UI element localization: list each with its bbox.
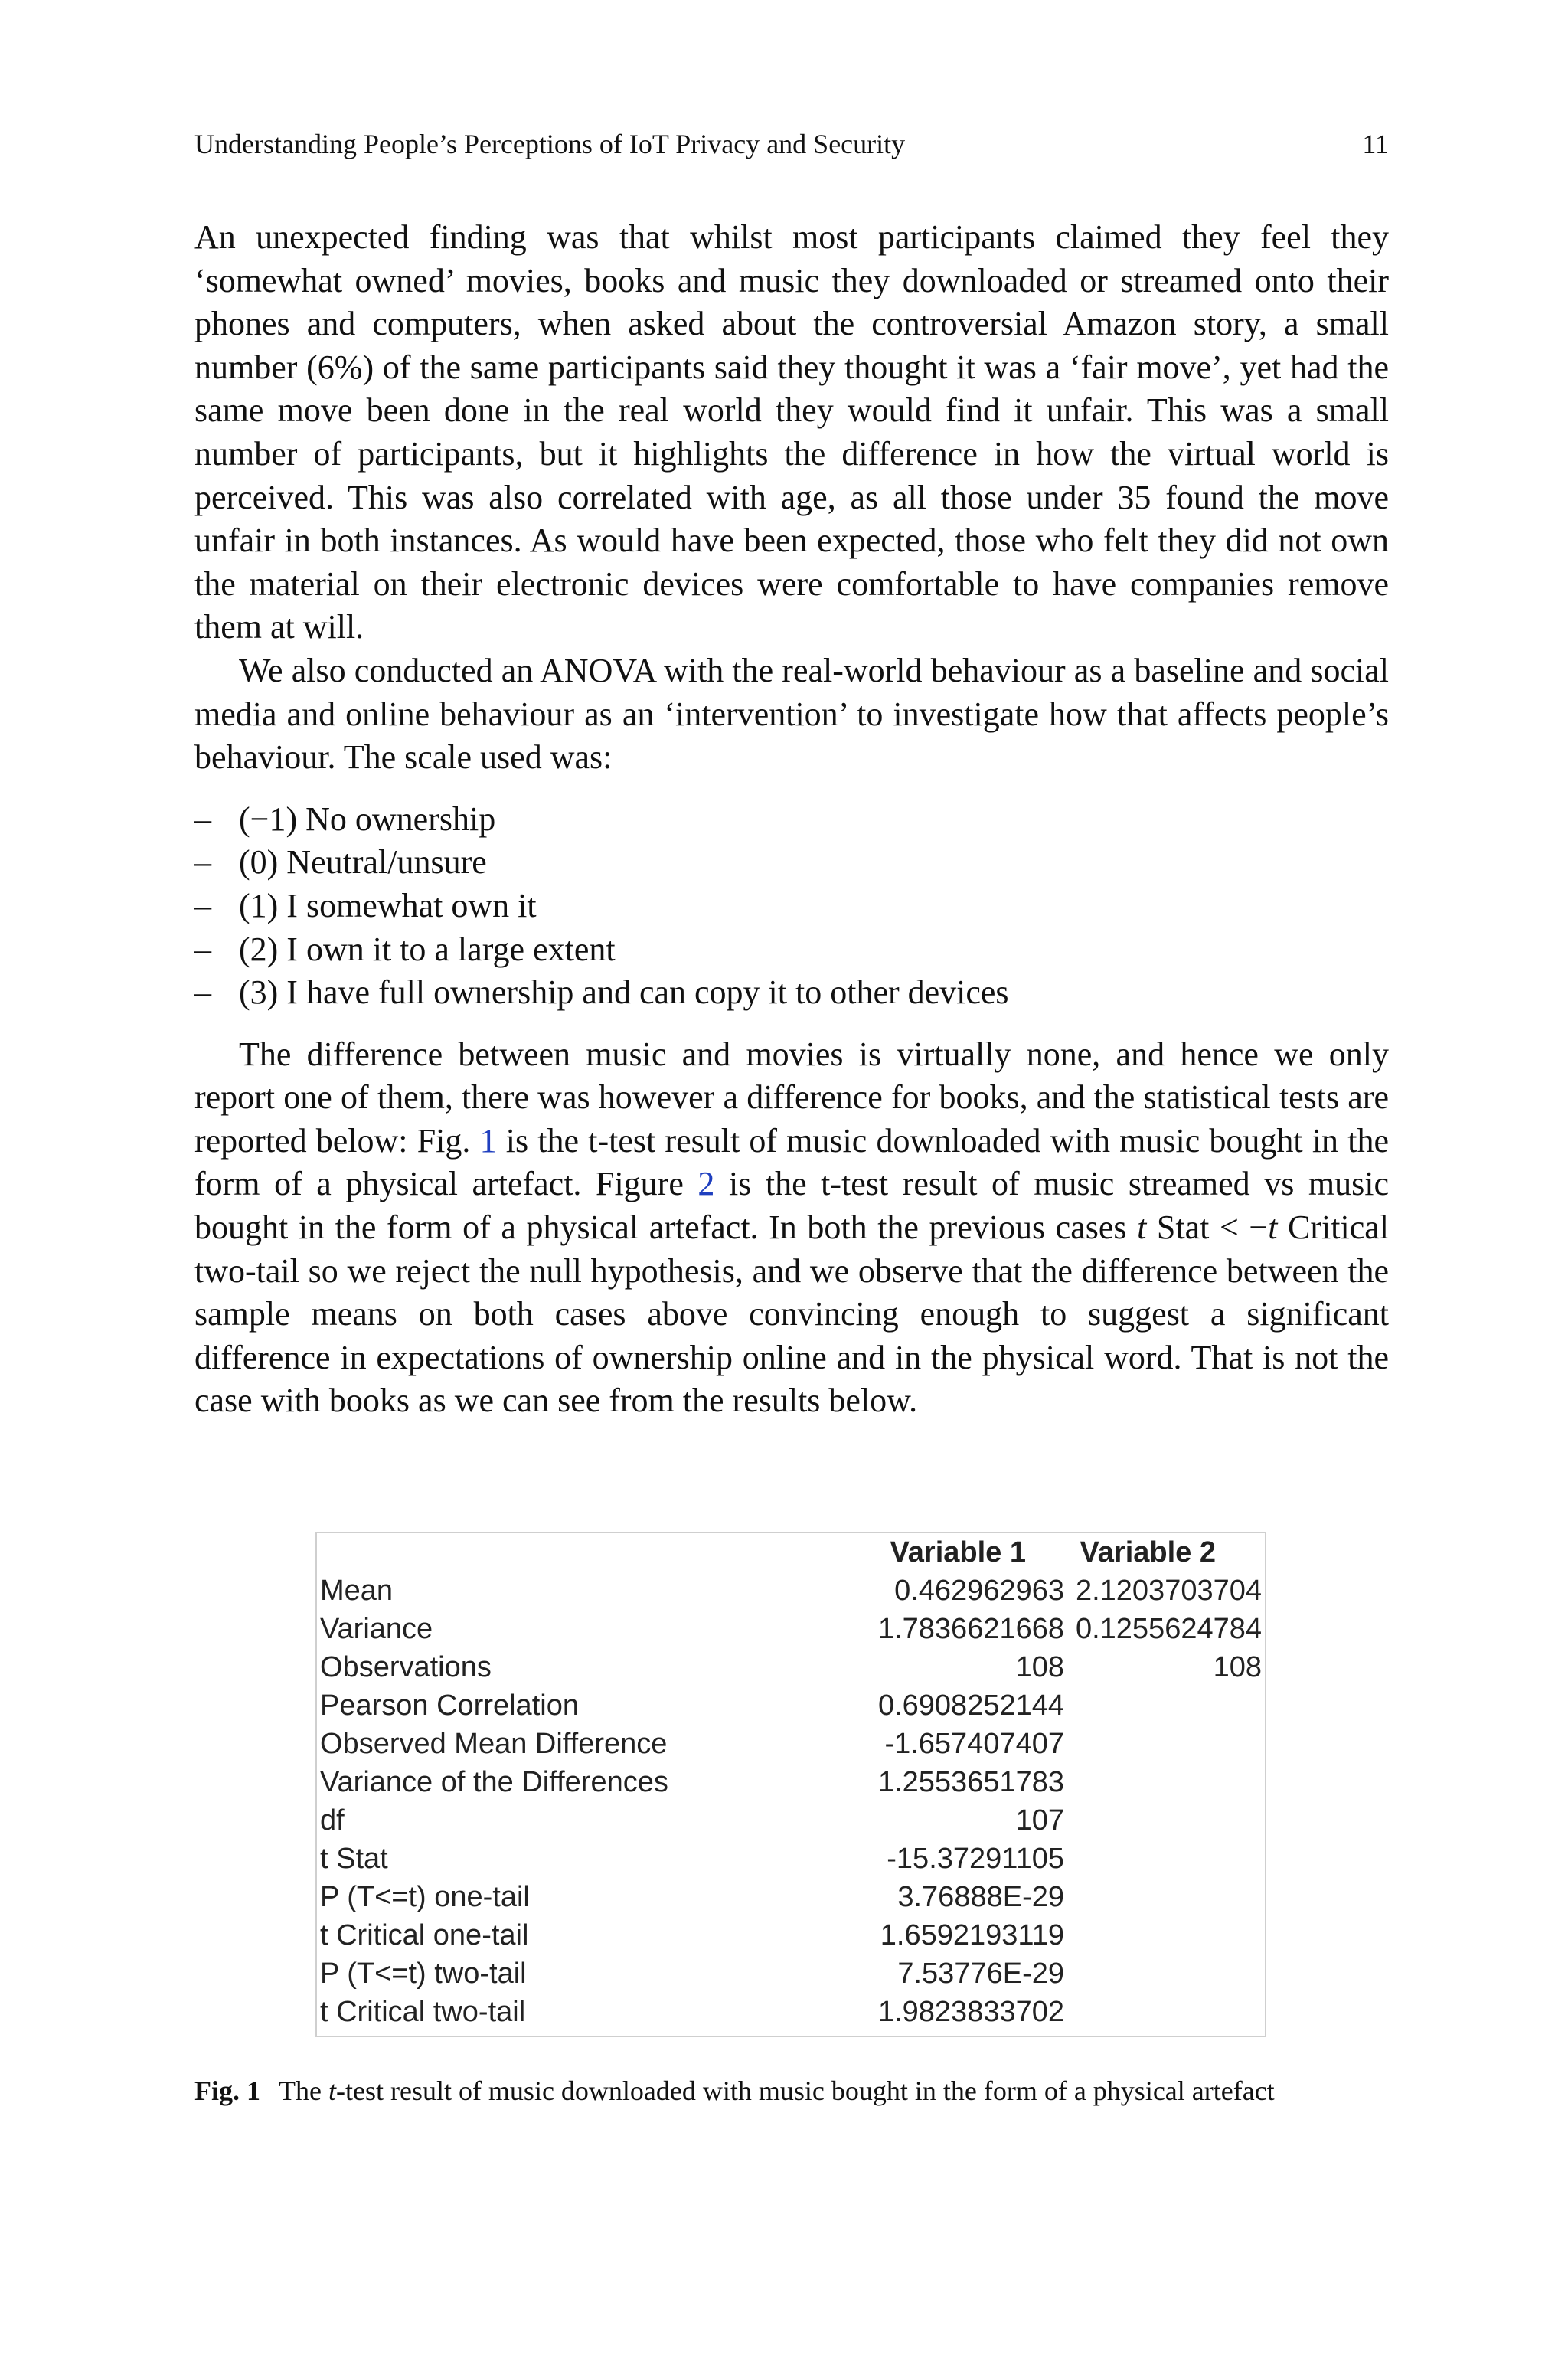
row-label: Variance xyxy=(320,1613,433,1645)
table-header-row xyxy=(317,1533,1265,1572)
row-label: Observed Mean Difference xyxy=(320,1728,668,1760)
paragraph-results xyxy=(194,1033,1389,1423)
row-label: Pearson Correlation xyxy=(320,1689,579,1722)
value-variable-1: -15.37291105 xyxy=(887,1843,1064,1875)
paragraph-anova: We also conducted an ANOVA with the real-world behaviour as a baseline and social media and online behaviour as an ‘intervention’ to investigate how that affects people’s behaviour. The scale used was: xyxy=(194,651,1389,777)
value-variable-1: 7.53776E-29 xyxy=(897,1958,1064,1990)
text-run: is the t-test result of music downloaded with music bought in the form of a physical artefact. Figure xyxy=(194,1121,1389,1203)
ownership-scale-list xyxy=(194,798,1389,1015)
scale-item xyxy=(194,798,1389,842)
value-variable-1: 1.9823833702 xyxy=(877,1996,1064,2028)
figure-label: Fig. 1 xyxy=(194,2075,260,2106)
caption-italic-t: t xyxy=(328,2075,336,2106)
text-run: is the t-test result of music streamed vs music bought in the form of a physical artefact. In both the previous cases xyxy=(194,1165,1389,1247)
row-label: P (T<=t) two-tail xyxy=(320,1958,527,1990)
table-row xyxy=(317,1993,1265,2031)
row-label: df xyxy=(320,1804,345,1837)
text-run: The difference between music and movies is virtually none, and hence we only report one of them, there was however a difference for books, and the statistical tests are reported below: Fig. xyxy=(194,1035,1389,1160)
body-text xyxy=(194,216,1389,1423)
text-run: Critical two-tail so we reject the null hypothesis, and we observe that the difference between the sample means on both cases above convincing enough to suggest a significant difference in expectations of ownership online and in the physical word. That is not the case with books as we can see from the results below. xyxy=(194,1209,1389,1420)
table-row xyxy=(317,1954,1265,1993)
value-variable-1: 0.462962963 xyxy=(894,1575,1064,1607)
table-row xyxy=(317,1763,1265,1801)
value-variable-1: 0.6908252144 xyxy=(877,1689,1064,1722)
value-variable-1: 107 xyxy=(1015,1804,1064,1837)
table-row xyxy=(317,1878,1265,1916)
row-label: t Critical two-tail xyxy=(320,1996,526,2028)
table-row xyxy=(317,1840,1265,1878)
table-row xyxy=(317,1801,1265,1840)
dash-marker: – xyxy=(194,973,211,1012)
dash-marker: – xyxy=(194,886,211,924)
italic-t: t xyxy=(1268,1209,1278,1247)
value-variable-2: 108 xyxy=(1213,1651,1262,1683)
figure-2-link[interactable]: 2 xyxy=(697,1165,715,1203)
running-header xyxy=(194,127,1389,161)
dash-marker: – xyxy=(194,843,211,882)
running-title: Understanding People’s Perceptions of IoT Privacy and Security xyxy=(194,129,906,159)
row-label: P (T<=t) one-tail xyxy=(320,1881,530,1913)
text-run: Stat < − xyxy=(1146,1209,1269,1247)
column-header-variable-2: Variable 2 xyxy=(1080,1536,1216,1568)
scale-item-text: (3) I have full ownership and can copy it to other devices xyxy=(239,973,1009,1012)
row-label: Variance of the Differences xyxy=(320,1766,668,1798)
scale-item xyxy=(194,928,1389,972)
value-variable-2: 0.1255624784 xyxy=(1075,1613,1262,1645)
figure-1-link[interactable]: 1 xyxy=(479,1121,497,1160)
table-row xyxy=(317,1686,1265,1725)
value-variable-2: 2.1203703704 xyxy=(1075,1575,1262,1607)
value-variable-1: 1.6592193119 xyxy=(880,1919,1064,1951)
dash-marker: – xyxy=(194,930,211,968)
scale-item-text: (2) I own it to a large extent xyxy=(239,930,616,968)
dash-marker: – xyxy=(194,800,211,838)
column-header-variable-1: Variable 1 xyxy=(890,1536,1026,1568)
caption-text: -test result of music downloaded with music bought in the form of a physical artefact xyxy=(335,2075,1275,2106)
row-label: Observations xyxy=(320,1651,492,1683)
value-variable-1: 1.7836621668 xyxy=(877,1613,1064,1645)
table-row xyxy=(317,1725,1265,1763)
scale-item xyxy=(194,885,1389,928)
scale-item-text: (−1) No ownership xyxy=(239,800,496,838)
row-label: t Stat xyxy=(320,1843,388,1875)
figure-caption xyxy=(194,2074,1389,2108)
scale-item xyxy=(194,841,1389,885)
value-variable-1: -1.657407407 xyxy=(884,1728,1064,1760)
value-variable-1: 108 xyxy=(1015,1651,1064,1683)
value-variable-1: 1.2553651783 xyxy=(877,1766,1064,1798)
scale-item-text: (0) Neutral/unsure xyxy=(239,843,487,882)
table-row xyxy=(317,1916,1265,1954)
table-row xyxy=(317,1648,1265,1686)
caption-text: The xyxy=(279,2075,328,2106)
page-number: 11 xyxy=(1362,129,1389,159)
value-variable-1: 3.76888E-29 xyxy=(897,1881,1064,1913)
row-label: Mean xyxy=(320,1575,394,1607)
ttest-table xyxy=(315,1532,1266,2037)
scale-item xyxy=(194,971,1389,1015)
paragraph-findings: An unexpected finding was that whilst most participants claimed they feel they ‘somewhat owned’ movies, books and music they downloaded or streamed onto their phones and computers, when asked about the controversial Amazon story, a small number (6%) of the same participants said they thought it was a ‘fair move’, yet had the same move been done in the real world they would find it unfair. This was a small number of participants, but it highlights the difference in how the virtual world is perceived. This was also correlated with age, as all those under 35 found the move unfair in both instances. As would have been expected, those who felt they did not own the material on their electronic devices were comfortable to have companies remove them at will. xyxy=(194,218,1389,646)
table-row xyxy=(317,1572,1265,1610)
row-label: t Critical one-tail xyxy=(320,1919,529,1951)
table-row xyxy=(317,1610,1265,1648)
scale-item-text: (1) I somewhat own it xyxy=(239,886,537,924)
italic-t: t xyxy=(1137,1209,1147,1247)
